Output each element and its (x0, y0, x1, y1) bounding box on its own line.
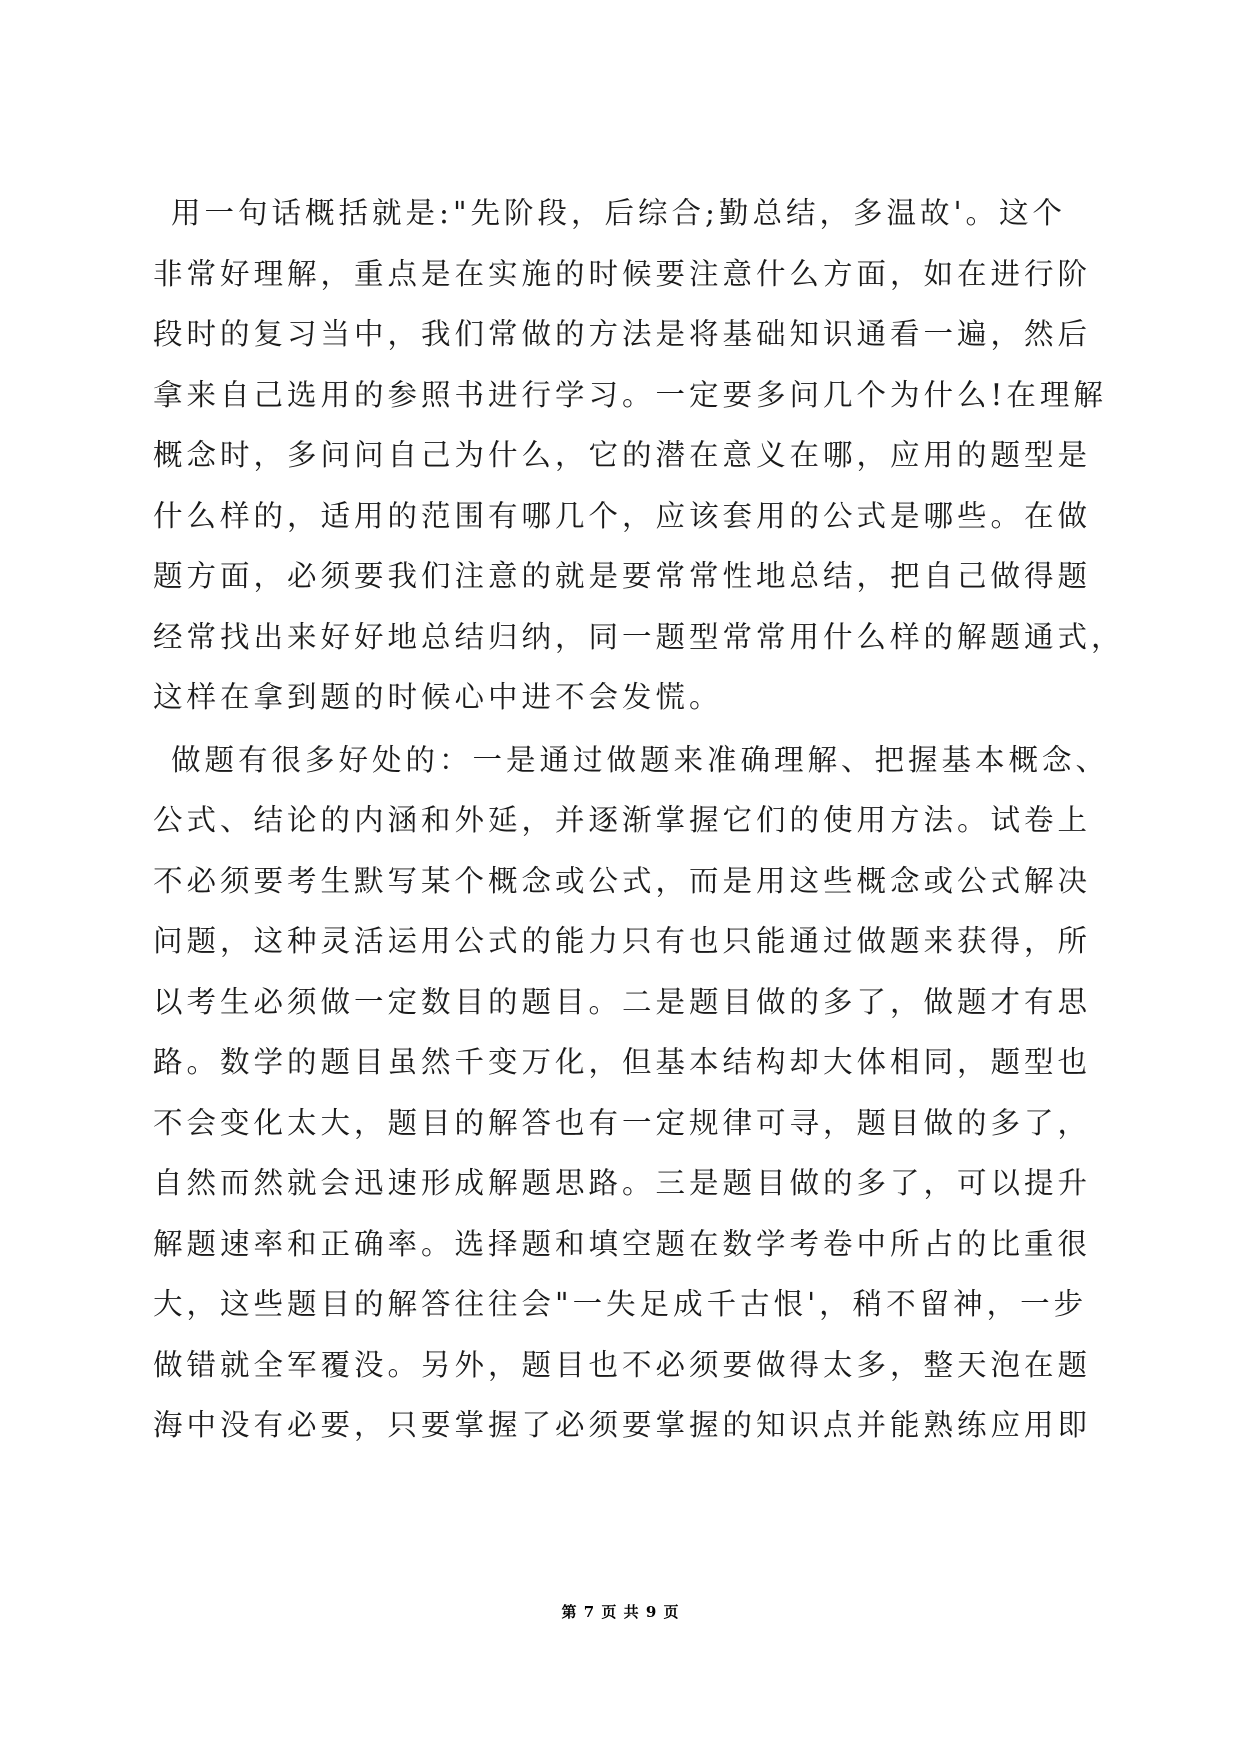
paragraph-1-line-1: 用一句话概括就是:"先阶段，后综合;勤总结，多温故'。这个 (171, 196, 1067, 230)
paragraph-1-line-3: 段时的复习当中，我们常做的方法是将基础知识通看一遍，然后 (153, 317, 1092, 351)
paragraph-1-line-9: 这样在拿到题的时候心中进不会发慌。 (153, 680, 723, 714)
paragraph-2-line-10: 大，这些题目的解答往往会"一失足成千古恨'，稍不留神，一步 (153, 1287, 1088, 1321)
paragraph-2-line-7: 不会变化太大，题目的解答也有一定规律可寻，题目做的多了， (153, 1105, 1092, 1140)
paragraph-1-line-5: 概念时，多问问自己为什么，它的潜在意义在哪，应用的题型是 (153, 438, 1092, 472)
paragraph-1-line-2: 非常好理解，重点是在实施的时候要注意什么方面，如在进行阶 (153, 256, 1092, 291)
paragraph-2-line-9: 解题速率和正确率。选择题和填空题在数学考卷中所占的比重很 (153, 1226, 1092, 1261)
paragraph-1-line-4: 拿来自己选用的参照书进行学习。一定要多问几个为什么!在理解 (153, 377, 1107, 412)
paragraph-1-line-7: 题方面，必须要我们注意的就是要常常性地总结，把自己做得题 (153, 559, 1092, 593)
paragraph-2-line-4: 问题，这种灵活运用公式的能力只有也只能通过做题来获得，所 (153, 924, 1092, 958)
paragraph-2-line-3: 不必须要考生默写某个概念或公式，而是用这些概念或公式解决 (153, 863, 1092, 898)
paragraph-2-line-6: 路。数学的题目虽然千变万化，但基本结构却大体相同，题型也 (153, 1045, 1092, 1079)
paragraph-2-line-12: 海中没有必要，只要掌握了必须要掌握的知识点并能熟练应用即 (153, 1408, 1092, 1442)
page-number-footer: 第 7 页 共 9 页 (561, 1603, 680, 1621)
paragraph-2-line-5: 以考生必须做一定数目的题目。二是题目做的多了，做题才有思 (153, 984, 1092, 1019)
paragraph-1-line-8: 经常找出来好好地总结归纳，同一题型常常用什么样的解题通式， (153, 619, 1125, 654)
paragraph-2-line-8: 自然而然就会迅速形成解题思路。三是题目做的多了，可以提升 (153, 1166, 1092, 1200)
body-text (153, 183, 1125, 1456)
paragraph-1-line-6: 什么样的，适用的范围有哪几个，应该套用的公式是哪些。在做 (153, 498, 1092, 533)
paragraph-2-line-1: 做题有很多好处的：一是通过做题来准确理解、把握基本概念、 (171, 742, 1110, 777)
paragraph-2-line-11: 做错就全军覆没。另外，题目也不必须要做得太多，整天泡在题 (153, 1347, 1092, 1382)
paragraph-2-line-2: 公式、结论的内涵和外延，并逐渐掌握它们的使用方法。试卷上 (153, 803, 1092, 837)
